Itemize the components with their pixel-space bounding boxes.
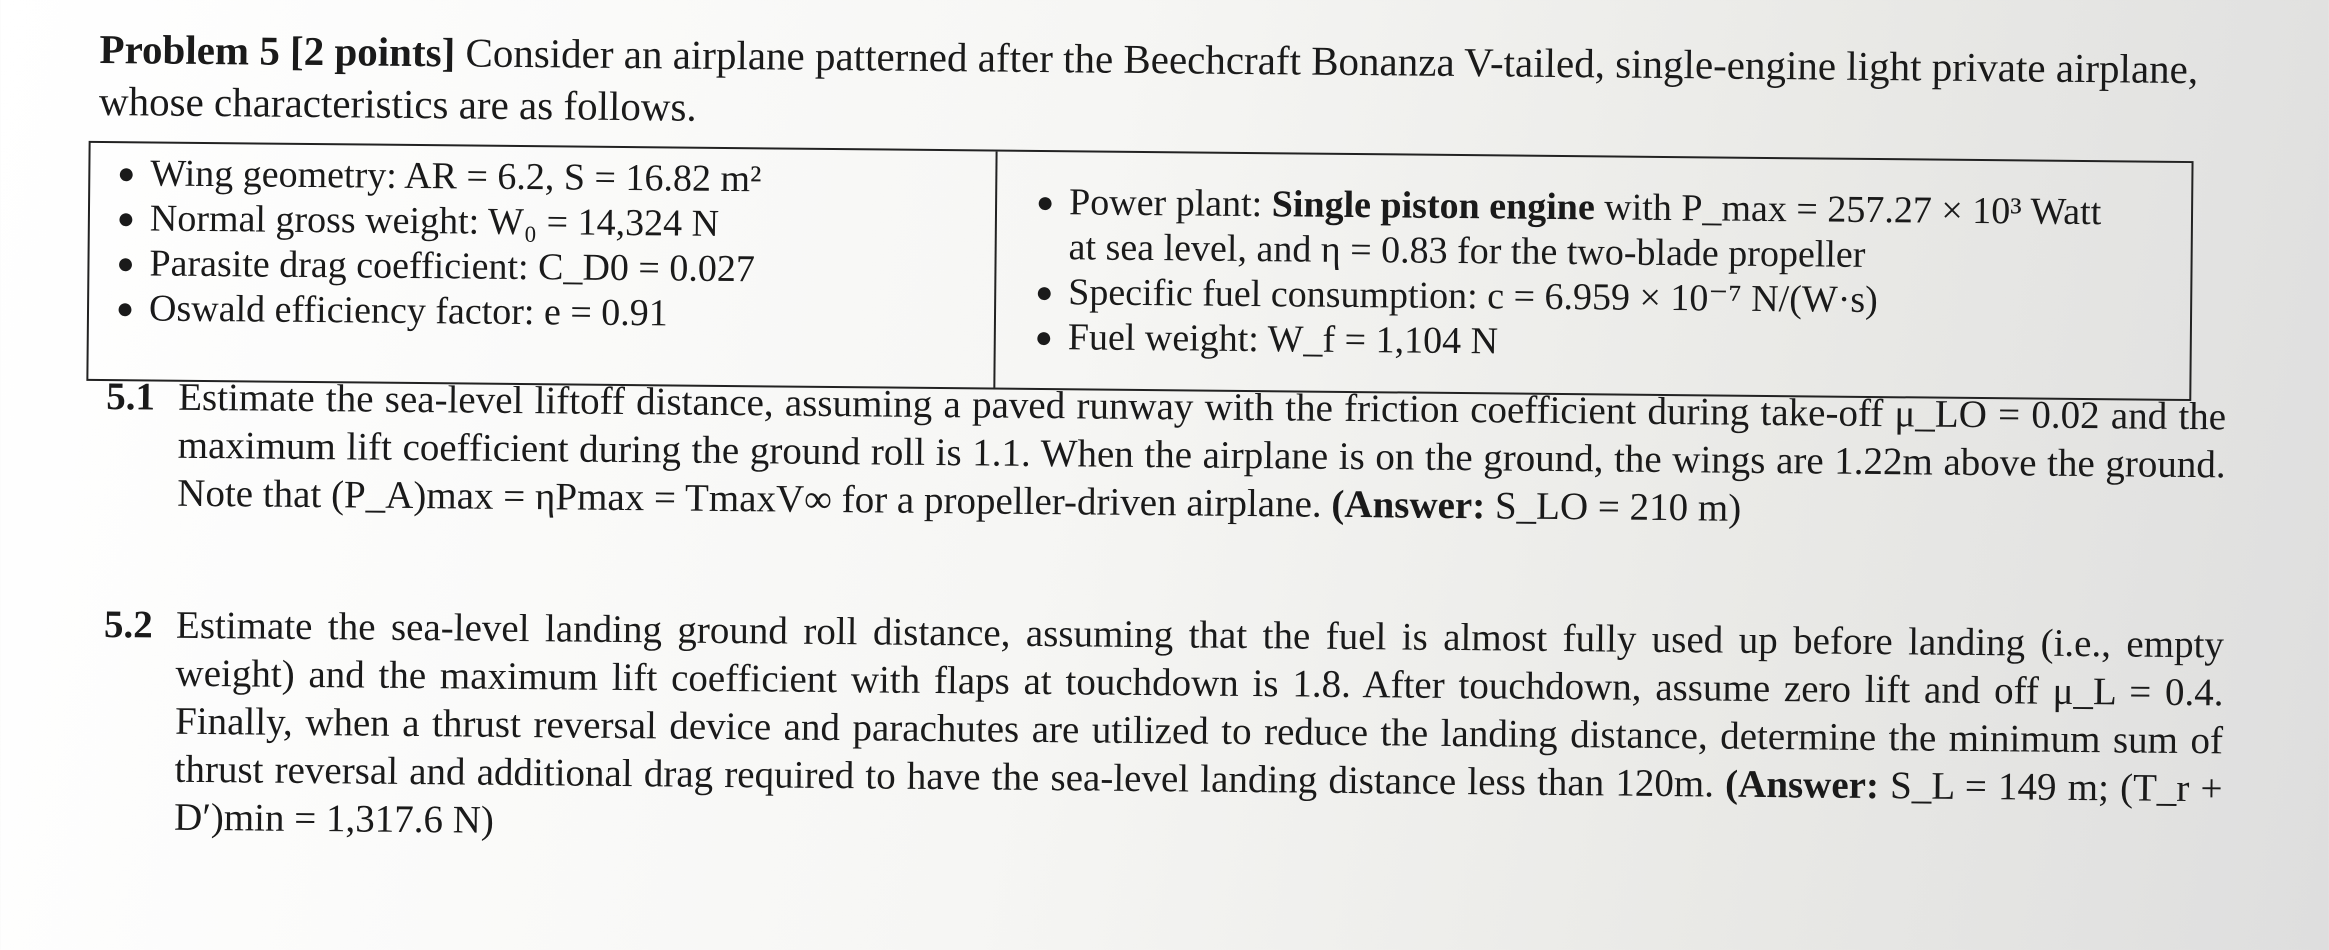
parasite-drag-label: Parasite drag coefficient: (149, 242, 529, 289)
wing-geometry-label: Wing geometry: (150, 152, 398, 197)
question-text: Estimate the sea-level landing ground roll distance, assuming that the fuel is almost fully used up before landing (i.e., empty weight) and the maximum lift coefficient with flaps at touchdown is 1.8. After touchdown, assume zero lift and off μ_L = 0.4. Finally, when a thrust reversal device and parachutes are utilized to reduce the landing distance, determine the minimum sum of thrust reversal and additional drag required to have the sea-level landing distance less than 120m. (174, 603, 2225, 806)
oswald-efficiency-value: e = 0.91 (543, 291, 668, 335)
question-5-1 (105, 373, 2226, 537)
problem-heading (99, 23, 2250, 148)
bullet-icon: ● (116, 247, 135, 281)
bullet-icon: ● (115, 292, 135, 326)
parasite-drag-value: C_D0 = 0.027 (537, 246, 756, 291)
fuel-consumption-text: Specific fuel consumption: c = 6.959 × 10⁻⁷ N/(W·s) (1068, 271, 1879, 322)
gross-weight-value: W₀ = 14,324 N (487, 200, 720, 245)
power-plant-engine: Single piston engine (1271, 183, 1596, 229)
gross-weight-label: Normal gross weight: (149, 197, 480, 243)
bullet-icon: ● (117, 157, 136, 191)
characteristics-left-column (88, 143, 997, 388)
power-plant-value: with P_max = 257.27 × 10³ Watt (1604, 186, 2102, 234)
characteristics-right-column (995, 152, 2191, 399)
question-number: 5.2 (103, 603, 153, 647)
answer-value: S_L = 149 m; (T_r + D′)min = 1,317.6 N) (173, 764, 2223, 842)
oswald-efficiency-item (101, 286, 982, 339)
bullet-icon: ● (1035, 275, 1054, 310)
problem-label: Problem 5 [2 points] (99, 25, 456, 76)
wing-geometry-value: AR = 6.2, S = 16.82 m² (404, 154, 762, 201)
question-text: Estimate the sea-level liftoff distance, assuming a paved runway with the friction coefficient during take-off μ_LO = 0.02 and the maximum lift coefficient during the ground roll is 1.1. When the airplane is on the ground, the wings are 1.22m above the ground. Note that (P_A)max = ηPmax = TmaxV∞ for a propeller-driven airplane. (177, 375, 2227, 526)
answer-value: S_LO = 210 m) (1494, 484, 1742, 530)
bullet-icon: ● (1035, 185, 1055, 220)
oswald-efficiency-label: Oswald efficiency factor: (148, 287, 535, 334)
problem-intro: Consider an airplane patterned after the Beechcraft Bonanza V-tailed, single-engine light private airplane, whose characteristics are as follows. (98, 29, 2199, 130)
power-plant-continuation: at sea level, and η = 0.83 for the two-blade propeller (1068, 226, 1866, 276)
answer-label: (Answer: (1724, 762, 1880, 808)
fuel-weight-text: Fuel weight: W_f = 1,104 N (1067, 316, 1499, 363)
bullet-icon: ● (1034, 320, 1054, 355)
power-plant-label: Power plant: (1068, 181, 1263, 226)
characteristics-table (86, 141, 2193, 401)
answer-label: (Answer: (1331, 482, 1486, 528)
bullet-icon: ● (116, 202, 136, 236)
question-number: 5.1 (105, 375, 156, 419)
question-5-2 (102, 601, 2224, 861)
